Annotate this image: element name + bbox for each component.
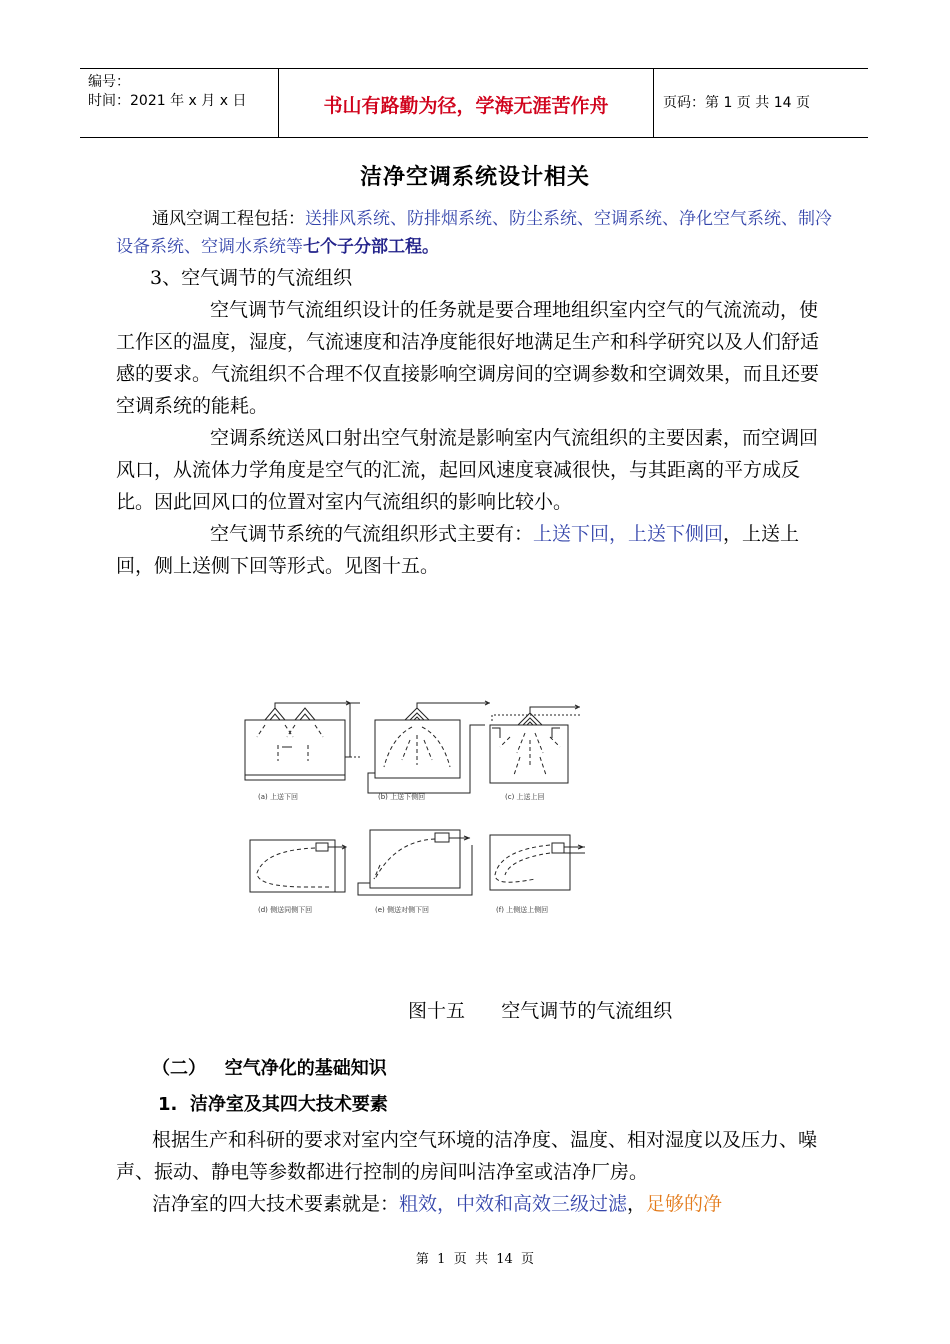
header-table [80, 68, 868, 138]
para-3-forms: 上送下回，上送下侧回 [533, 523, 724, 545]
para-4 [116, 1124, 836, 1188]
label-b: (b) 上送下侧回 [378, 793, 426, 801]
header-right-cell [653, 69, 868, 137]
header-middle-cell [278, 69, 654, 137]
section3-heading: 3、空气调节的气流组织 [150, 267, 353, 289]
page-label: 页码：第 1 页 共 14 页 [663, 95, 810, 111]
diagram-b [368, 701, 490, 793]
para-3-tail: 上送上回，侧上送侧下回等形式。见图十五。 [116, 523, 800, 577]
para-5-blue: 粗效，中效和高效三级过滤 [399, 1193, 628, 1215]
label-f: (f) 上侧送上侧回 [496, 906, 549, 914]
intro-paragraph [116, 205, 836, 261]
para-1 [116, 294, 836, 422]
document-title: 洁净空调系统设计相关 [359, 164, 590, 190]
para-5-lead: 洁净室的四大技术要素就是： [152, 1193, 400, 1215]
para-4-text: 根据生产和科研的要求对室内空气环境的洁净度、温度、相对湿度以及压力、噪声、振动、静电等参数都进行控制的房间叫洁净室或洁净厂房。 [116, 1129, 818, 1183]
label-d: (d) 侧送同侧下回 [258, 906, 313, 914]
intro-suffix: 七个子分部工程。 [303, 237, 439, 257]
diagram-f [490, 835, 585, 890]
para-3-lead: 空气调节系统的气流组织形式主要有： [210, 523, 534, 545]
para-3-comma: ， [723, 523, 743, 545]
diagram-c [490, 705, 580, 783]
para-5-comma: ， [627, 1193, 647, 1215]
motto-text: 书山有路勤为径，学海无涯苦作舟 [323, 95, 609, 117]
label-c: (c) 上送上回 [505, 793, 545, 801]
sub1-heading: 1. 洁净室及其四大技术要素 [158, 1094, 388, 1115]
label-e: (e) 侧送对侧下回 [375, 906, 429, 914]
page-footer: 第 1 页 共 14 页 [415, 1252, 535, 1267]
diagram-d [250, 840, 346, 892]
airflow-figure [230, 695, 610, 925]
para-5-orange: 足够的净 [646, 1193, 723, 1215]
section2-heading: （二） 空气净化的基础知识 [152, 1058, 387, 1079]
header-left-cell [80, 69, 278, 137]
para-2 [116, 422, 836, 518]
para-1-text: 空气调节气流组织设计的任务就是要合理地组织室内空气的气流流动，使工作区的温度，湿度，气流速度和洁净度能很好地满足生产和科学研究以及人们舒适感的要求。气流组织不合理不仅直接影响空调房间的空调参数和空调效果，而且还要空调系统的能耗。 [116, 299, 820, 417]
para-5 [116, 1188, 836, 1220]
para-2-text: 空调系统送风口射出空气射流是影响室内气流组织的主要因素，而空调回风口，从流体力学角度是空气的汇流，起回风速度衰减很快，与其距离的平方成反比。因此回风口的位置对室内气流组织的影响比较小。 [116, 427, 819, 513]
diagram-e [358, 830, 472, 895]
label-a: (a) 上送下回 [258, 793, 298, 801]
code-label: 编号： [88, 74, 130, 90]
para-3 [116, 518, 836, 582]
diagram-a [245, 701, 360, 780]
intro-systems: 送排风系统、防排烟系统、防尘系统、空调系统、净化空气系统、制冷设备系统、空调水系统等 [116, 209, 832, 257]
intro-prefix: 通风空调工程包括： [152, 209, 305, 229]
figure-caption: 图十五 空气调节的气流组织 [408, 1000, 673, 1022]
time-label: 时间：2021 年 x 月 x 日 [88, 93, 247, 109]
